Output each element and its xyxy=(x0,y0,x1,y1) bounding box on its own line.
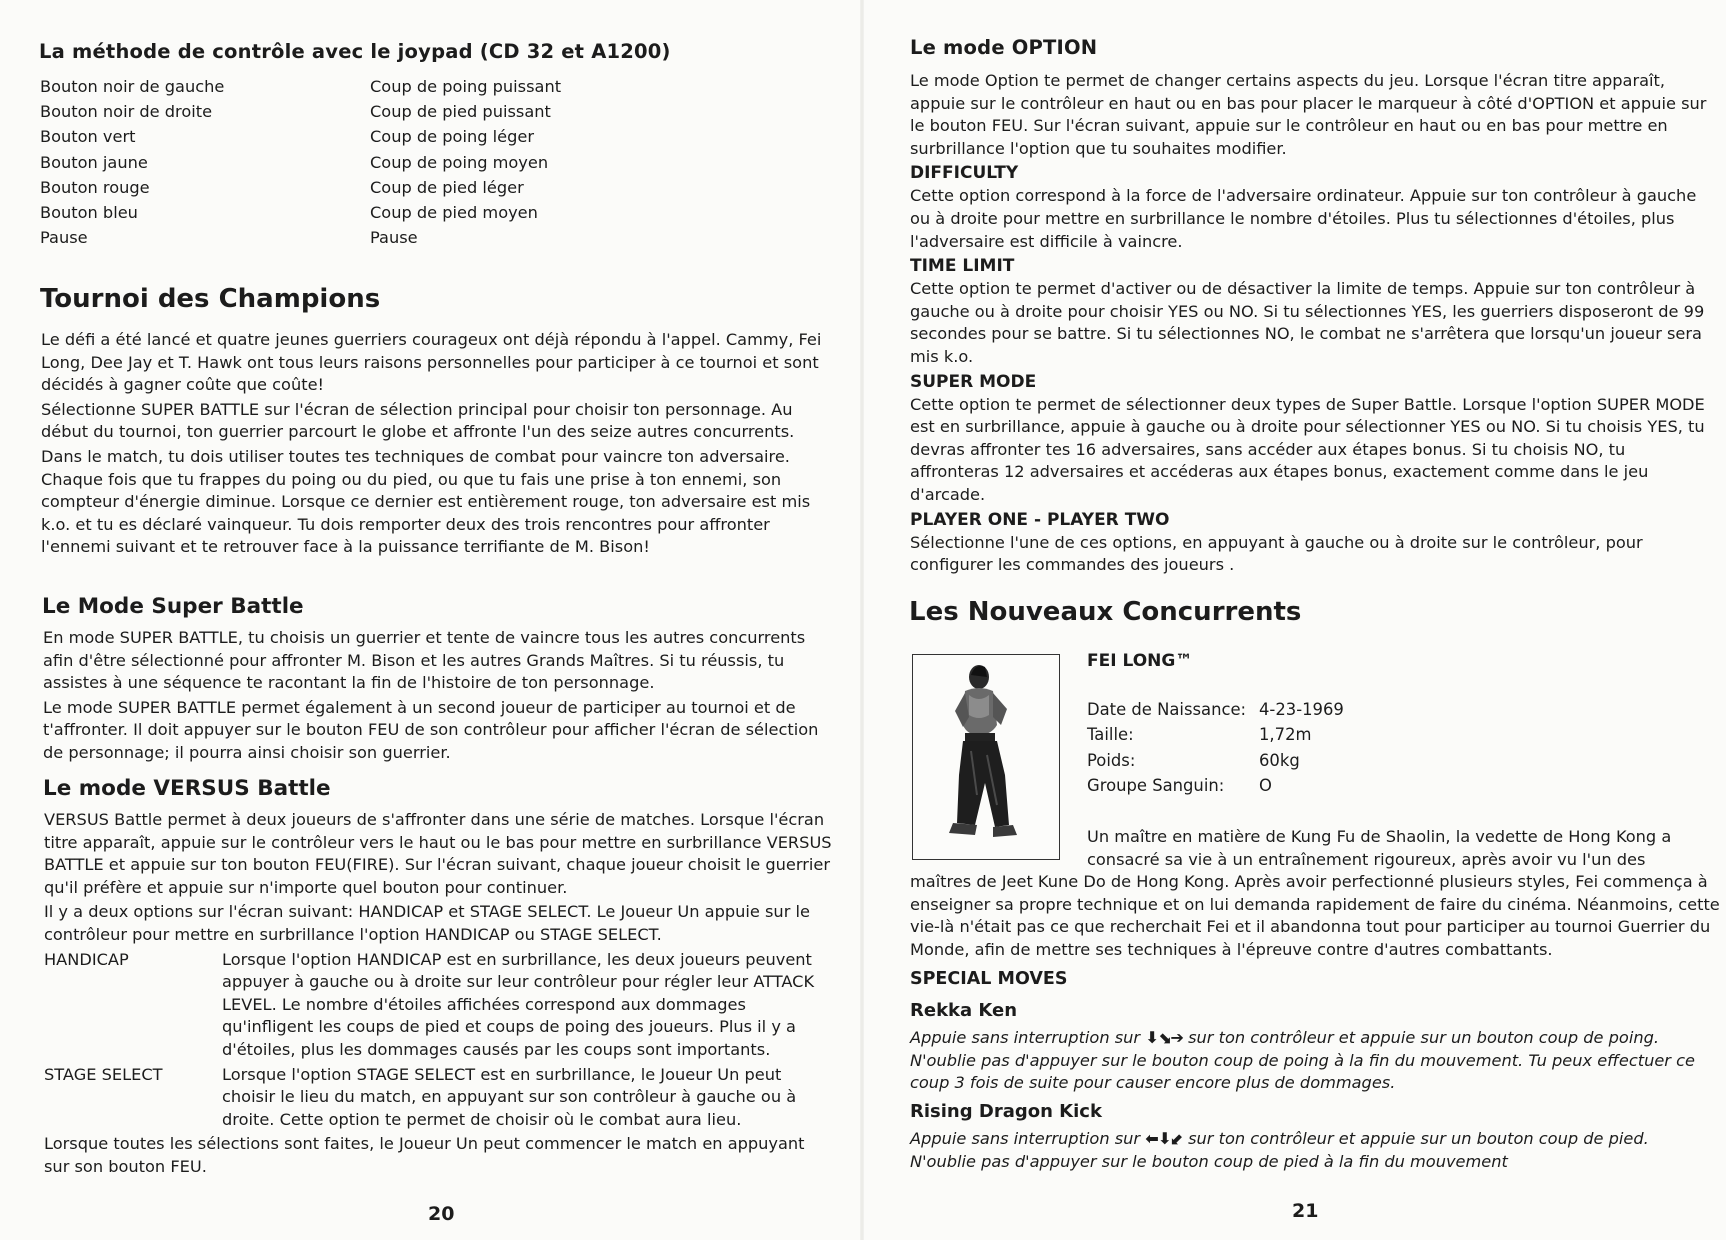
controls-list xyxy=(40,74,600,250)
paragraph: En mode SUPER BATTLE, tu choisis un guerrier et tente de vaincre tous les autres concurrents afin d'être sélectionné pour affronter M. Bison et les autres Grands Maîtres. Si tu réussis, tu assistes à une séquence te racontant la fin de l'histoire de ton personnage. xyxy=(43,628,806,693)
paragraph: Le mode SUPER BATTLE permet également à un second joueur de participer au tournoi et de t'affronter. Il doit appuyer sur le bouton FEU de son contrôleur pour afficher l'écran de sélection de personnage; il pourra ainsi choisir son guerrier. xyxy=(43,697,819,762)
stat-value: O xyxy=(1259,776,1272,796)
paragraph: Le mode Option te permet de changer certains aspects du jeu. Lorsque l'écran titre apparaît, appuie sur le contrôleur en haut ou en bas pour placer le marqueur à côté d'OPTION et appuie sur le bouton FEU. Sur l'écran suivant, appuie sur le contrôleur en haut ou en bas pour mettre en surbrillance l'option que tu souhaites modifier. xyxy=(910,71,1707,158)
control-row xyxy=(40,150,600,175)
super-battle-body xyxy=(43,627,823,765)
versus-option-row xyxy=(44,1064,834,1132)
versus-heading: Le mode VERSUS Battle xyxy=(43,776,331,801)
control-button-label: Bouton rouge xyxy=(40,177,150,197)
paragraph: Il y a deux options sur l'écran suivant: HANDICAP et STAGE SELECT. Le Joueur Un appuie sur le contrôleur pour mettre en surbrillance l'option HANDICAP ou STAGE SELECT. xyxy=(44,902,810,944)
paragraph: Lorsque toutes les sélections sont faites, le Joueur Un peut commencer le match en appuyant sur son bouton FEU. xyxy=(44,1134,805,1176)
option-label: DIFFICULTY xyxy=(910,163,1019,184)
option-label: SUPER MODE xyxy=(910,371,1037,392)
page-number: 21 xyxy=(1292,1200,1319,1222)
versus-option-text: Lorsque l'option STAGE SELECT est en surbrillance, le Joueur Un peut choisir le lieu du match, en appuyant sur son contrôleur à gauche ou à droite. Cette option te permet de choisir où le combat aura lieu. xyxy=(222,1064,797,1129)
page-number: 20 xyxy=(428,1203,455,1225)
special-moves-heading: SPECIAL MOVES xyxy=(910,969,1068,989)
option-text: Cette option te permet de sélectionner deux types de Super Battle. Lorsque l'option SUPER MODE est en surbrillance, appuie à gauche ou à droite pour sélectionner YES ou NO. Si tu choisis YES, tu devras affronter tes 16 adversaires, sans accéder aux étapes bonus. Si tu choisis NO, tu affronteras 12 adversaires et accéderas aux étapes bonus, exactement comme dans le jeu d'arcade. xyxy=(910,394,1705,504)
stat-label: Groupe Sanguin: xyxy=(1087,776,1225,796)
move-description: Appuie sans interruption sur ⬅⬇⬋ sur ton contrôleur et appuie sur un bouton coup de pied. N'oublie pas d'appuyer sur le bouton coup de pied à la fin du mouvement xyxy=(910,1129,1649,1171)
control-row xyxy=(40,200,600,225)
paragraph: Dans le match, tu dois utiliser toutes tes techniques de combat pour vaincre ton adversaire. Chaque fois que tu frappes du poing ou du pied, ou que tu fais une prise à ton ennemi, son compteur d'énergie diminue. Lorsque ce dernier est entièrement rouge, ton adversaire est mis k.o. et tu es déclaré vainqueur. Tu dois remporter deux des trois rencontres pour affronter l'ennemi suivant et te retrouver face à la puissance terrifiante de M. Bison! xyxy=(41,446,811,557)
stat-row xyxy=(1087,697,1507,722)
stat-label: Taille: xyxy=(1087,725,1134,745)
control-action-label: Coup de pied puissant xyxy=(370,102,551,122)
stat-row xyxy=(1087,748,1507,773)
stat-label: Date de Naissance: xyxy=(1087,700,1247,719)
control-row xyxy=(40,74,600,99)
fighter-stats xyxy=(1087,697,1507,799)
option-text: Cette option te permet d'activer ou de désactiver la limite de temps. Appuie sur ton contrôleur à gauche ou à droite pour choisir YES ou NO. Si tu sélectionnes YES, les guerriers disposeront de 99 secondes pour se battre. Si tu sélectionnes NO, le combat ne s'arrêtera que lorsqu'un joueur sera mis k.o. xyxy=(910,279,1705,366)
option-heading: Le mode OPTION xyxy=(910,36,1098,59)
versus-body xyxy=(44,809,834,1179)
fighter-portrait xyxy=(912,654,1060,860)
move-arrows: ⬇⬊➔ xyxy=(1145,1028,1183,1047)
control-action-label: Pause xyxy=(370,228,418,248)
option-text: Cette option correspond à la force de l'adversaire ordinateur. Appuie sur ton contrôleur à gauche ou à droite pour mettre en surbrillance le nombre d'étoiles. Plus tu sélectionnes d'étoiles, plus l'adversaire est difficile à vaincre. xyxy=(910,186,1697,251)
control-button-label: Bouton noir de droite xyxy=(40,102,213,122)
fighter-bio-short: Un maître en matière de Kung Fu de Shaolin, la vedette de Hong Kong a consacré sa vie à un entraînement rigoureux, après avoir vu l'un des xyxy=(1087,827,1672,869)
option-label: TIME LIMIT xyxy=(910,256,1015,277)
control-button-label: Bouton bleu xyxy=(40,202,138,222)
joypad-heading: La méthode de contrôle avec le joypad (CD 32 et A1200) xyxy=(39,40,671,63)
stat-value: 60kg xyxy=(1259,750,1300,770)
tournoi-heading: Tournoi des Champions xyxy=(40,284,381,314)
versus-option-label: STAGE SELECT xyxy=(44,1064,163,1084)
left-page xyxy=(0,0,862,1240)
stat-value: 4-23-1969 xyxy=(1259,700,1344,719)
control-action-label: Coup de pied léger xyxy=(370,177,524,197)
stat-row xyxy=(1087,722,1507,747)
option-body xyxy=(910,70,1710,577)
paragraph: VERSUS Battle permet à deux joueurs de s'affronter dans une série de matches. Lorsque l'écran titre apparaît, appuie sur le contrôleur vers le haut ou le bas pour mettre en surbrillance VERSUS BATTLE et appuie sur ton bouton FEU(FIRE). Sur l'écran suivant, chaque joueur choisit le guerrier qu'il préfère et appuie sur n'importe quel bouton pour continuer. xyxy=(44,810,832,897)
control-row xyxy=(40,99,600,124)
control-button-label: Bouton noir de gauche xyxy=(40,77,225,96)
move-name: Rising Dragon Kick xyxy=(910,1101,1102,1122)
control-action-label: Coup de poing puissant xyxy=(370,77,562,96)
stat-value: 1,72m xyxy=(1259,725,1312,745)
control-button-label: Bouton vert xyxy=(40,127,136,147)
fighter-bio-full: maîtres de Jeet Kune Do de Hong Kong. Après avoir perfectionné plusieurs styles, Fei commença à enseigner sa propre technique et on lui demanda rapidement de faire du cinéma. Néanmoins, cette vie-là n'était pas ce que recherchait Fei et il abandonna tout pour participer au tournoi Guerrier du Monde, afin de mettre ses techniques à l'épreuve contre d'autres combattants. xyxy=(910,872,1720,959)
control-button-label: Pause xyxy=(40,228,88,248)
versus-option-text: Lorsque l'option HANDICAP est en surbrillance, les deux joueurs peuvent appuyer à gauche ou à droite sur leur contrôleur pour régler leur ATTACK LEVEL. Le nombre d'étoiles affichées correspond aux dommages qu'infligent les coups de pied et coups de poing des joueurs. Plus il y a d'étoiles, plus les dommages causés par les coups sont importants. xyxy=(222,949,815,1059)
control-action-label: Coup de pied moyen xyxy=(370,202,538,222)
tournoi-body xyxy=(41,329,831,559)
control-action-label: Coup de poing léger xyxy=(370,127,534,147)
stat-row xyxy=(1087,773,1507,798)
control-row xyxy=(40,124,600,149)
control-button-label: Bouton jaune xyxy=(40,152,148,172)
super-battle-heading: Le Mode Super Battle xyxy=(42,594,304,619)
move-description: Appuie sans interruption sur ⬇⬊➔ sur ton contrôleur et appuie sur un bouton coup de poing. N'oublie pas d'appuyer sur le bouton coup de poing à la fin du mouvement. Tu peux effectuer ce coup 3 fois de suite pour causer encore plus de dommages. xyxy=(910,1028,1695,1093)
fighter-figure-icon xyxy=(913,655,1059,859)
move-name: Rekka Ken xyxy=(910,1000,1018,1021)
control-action-label: Coup de poing moyen xyxy=(370,152,549,172)
option-text: Sélectionne l'une de ces options, en appuyant à gauche ou à droite sur le contrôleur, pour configurer les commandes des joueurs . xyxy=(910,532,1643,575)
control-row xyxy=(40,175,600,200)
fighter-name: FEI LONG™ xyxy=(1087,651,1193,671)
option-label: PLAYER ONE - PLAYER TWO xyxy=(910,509,1170,530)
versus-option-row xyxy=(44,949,834,1062)
right-page xyxy=(864,0,1726,1240)
paragraph: Le défi a été lancé et quatre jeunes guerriers courageux ont déjà répondu à l'appel. Cammy, Fei Long, Dee Jay et T. Hawk ont tous leurs raisons personnelles pour participer à ce tournoi et sont décidés à gagner coûte que coûte! xyxy=(41,330,822,395)
paragraph: Sélectionne SUPER BATTLE sur l'écran de sélection principal pour choisir ton personnage. Au début du tournoi, ton guerrier parcourt le globe et affronte l'un des seize autres concurrents. xyxy=(41,399,795,442)
stat-label: Poids: xyxy=(1087,750,1136,770)
nouveaux-heading: Les Nouveaux Concurrents xyxy=(909,597,1302,627)
move-arrows: ⬅⬇⬋ xyxy=(1145,1129,1183,1148)
versus-option-label: HANDICAP xyxy=(44,949,129,969)
control-row xyxy=(40,225,600,250)
